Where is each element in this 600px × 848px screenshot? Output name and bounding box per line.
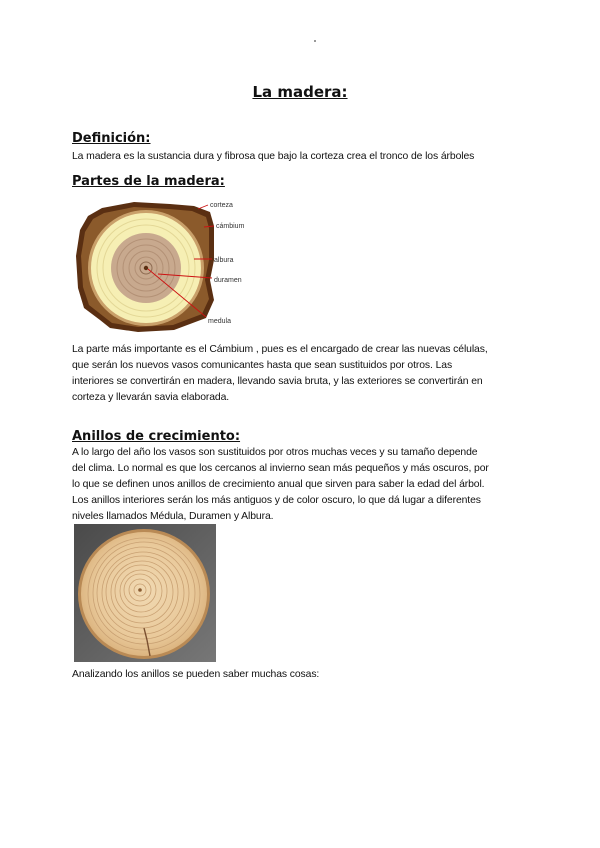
label-medula: medula: [208, 318, 231, 325]
page-title: La madera:: [252, 83, 348, 101]
paragraph-line: lo que se definen unos anillos de crecimiento anual que sirven para saber la edad del árbol.: [72, 479, 485, 490]
wood-cross-section-diagram: [74, 196, 284, 334]
label-albura: albura: [214, 257, 234, 264]
paragraph-line: La parte más importante es el Cámbium , pues es el encargado de crear las nuevas células,: [72, 344, 488, 355]
log-cross-section-photo: [74, 524, 216, 662]
anillos-heading: Anillos de crecimiento:: [72, 429, 241, 444]
paragraph-line: A lo largo del año los vasos son sustituidos por otros muchas veces y su tamaño depende: [72, 447, 478, 458]
paragraph-line: Los anillos interiores serán los más antiguos y de color oscuro, lo que dá lugar a diferentes: [72, 495, 481, 506]
paragraph-line: que serán los nuevos vasos comunicantes hasta que sean sustituidos por otros. Las: [72, 360, 453, 371]
definicion-text: [72, 149, 532, 165]
paragraph-line: niveles llamados Médula, Duramen y Albura.: [72, 511, 274, 522]
anillos-paragraph: [72, 445, 532, 525]
paragraph-line: corteza y llevarán savia elaborada.: [72, 392, 230, 403]
page-marker-dot: [314, 40, 316, 42]
definicion-text-line: La madera es la sustancia dura y fibrosa que bajo la corteza crea el tronco de los árboles: [72, 151, 475, 162]
partes-heading: Partes de la madera:: [72, 174, 225, 189]
paragraph-line: interiores se convertirán en madera, llevando savia bruta, y las exteriores se convertirán en: [72, 376, 483, 387]
corteza-arrow: [198, 205, 208, 209]
label-corteza: corteza: [210, 202, 233, 209]
pith-center: [144, 266, 148, 270]
definicion-heading: Definición:: [72, 131, 151, 146]
log-pith: [138, 588, 142, 592]
partes-paragraph: [72, 342, 532, 406]
anillos-closing: [72, 667, 532, 683]
paragraph-line: del clima. Lo normal es que los cercanos al invierno sean más pequeños y más oscuros, por: [72, 463, 489, 474]
closing-line: Analizando los anillos se pueden saber muchas cosas:: [72, 669, 320, 680]
label-cambium: cámbium: [216, 223, 245, 230]
label-duramen: duramen: [214, 277, 242, 284]
